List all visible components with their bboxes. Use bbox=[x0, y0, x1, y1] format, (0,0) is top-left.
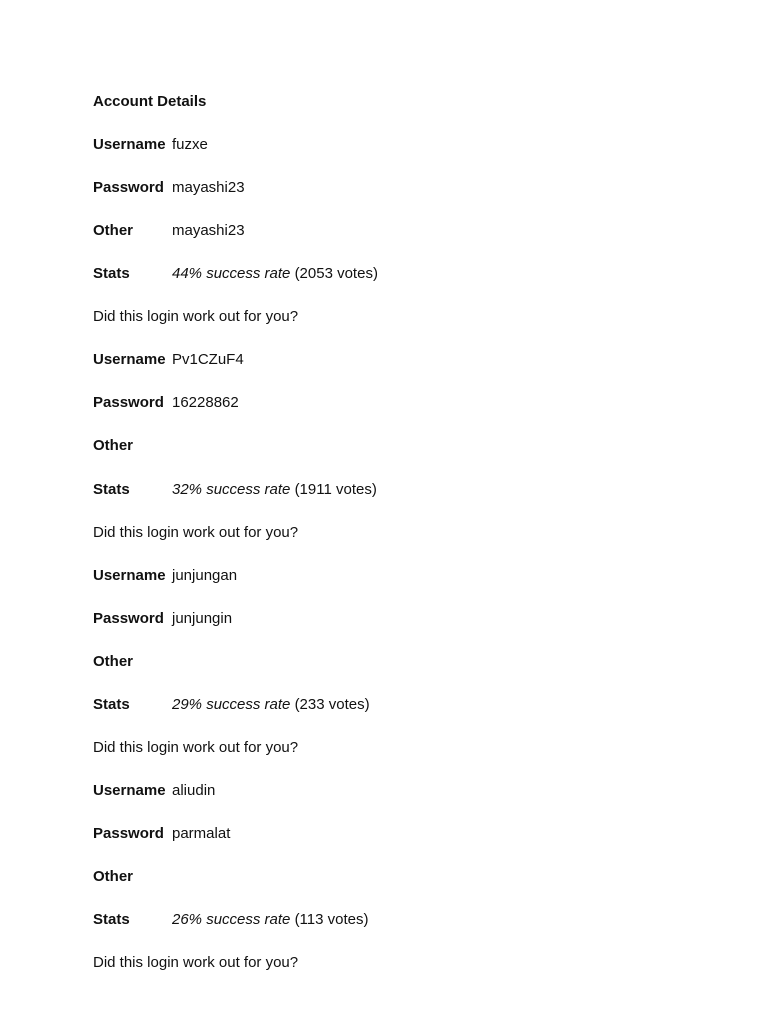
other-row bbox=[93, 652, 693, 695]
username-row bbox=[93, 135, 693, 178]
password-label: Password bbox=[93, 394, 164, 411]
stats-label: Stats bbox=[93, 481, 130, 498]
password-row bbox=[93, 178, 693, 221]
password-label: Password bbox=[93, 179, 164, 196]
success-rate: 44% success rate bbox=[172, 265, 291, 282]
username-row bbox=[93, 566, 693, 609]
password-label: Password bbox=[93, 610, 164, 627]
other-row bbox=[93, 436, 693, 480]
stats-row bbox=[93, 480, 693, 523]
username-label: Username bbox=[93, 782, 166, 799]
username-label: Username bbox=[93, 567, 166, 584]
account-details-document bbox=[93, 92, 693, 996]
success-rate: 29% success rate bbox=[172, 696, 291, 713]
username-value: fuzxe bbox=[172, 136, 208, 153]
vote-count: (233 votes) bbox=[294, 696, 370, 713]
username-value: aliudin bbox=[172, 782, 216, 799]
username-label: Username bbox=[93, 351, 166, 368]
other-label: Other bbox=[93, 222, 134, 239]
stats-value bbox=[172, 264, 378, 307]
page-title: Account Details bbox=[93, 93, 207, 110]
password-row bbox=[93, 609, 693, 652]
password-value: junjungin bbox=[172, 610, 233, 627]
success-rate: 26% success rate bbox=[172, 911, 291, 928]
password-row bbox=[93, 393, 693, 436]
stats-row bbox=[93, 695, 693, 738]
stats-label: Stats bbox=[93, 911, 130, 928]
password-value: 16228862 bbox=[172, 394, 239, 411]
other-row bbox=[93, 867, 693, 910]
feedback-question: Did this login work out for you? bbox=[93, 954, 299, 971]
feedback-question: Did this login work out for you? bbox=[93, 739, 299, 756]
other-value: mayashi23 bbox=[172, 222, 245, 239]
stats-row bbox=[93, 910, 693, 953]
vote-count: (1911 votes) bbox=[294, 481, 377, 498]
stats-label: Stats bbox=[93, 696, 130, 713]
feedback-question: Did this login work out for you? bbox=[93, 308, 299, 325]
feedback-question: Did this login work out for you? bbox=[93, 524, 299, 541]
stats-label: Stats bbox=[93, 265, 130, 282]
password-row bbox=[93, 824, 693, 867]
password-value: parmalat bbox=[172, 825, 231, 842]
password-label: Password bbox=[93, 825, 164, 842]
other-label: Other bbox=[93, 868, 134, 885]
stats-value bbox=[172, 910, 369, 953]
stats-row bbox=[93, 264, 693, 307]
success-rate: 32% success rate bbox=[172, 481, 291, 498]
other-row bbox=[93, 221, 693, 264]
username-row bbox=[93, 781, 693, 824]
vote-count: (113 votes) bbox=[294, 911, 369, 928]
username-value: Pv1CZuF4 bbox=[172, 351, 244, 368]
other-label: Other bbox=[93, 437, 134, 454]
username-row bbox=[93, 350, 693, 393]
vote-count: (2053 votes) bbox=[294, 265, 378, 282]
stats-value bbox=[172, 695, 370, 738]
username-label: Username bbox=[93, 136, 166, 153]
stats-value bbox=[172, 480, 377, 523]
password-value: mayashi23 bbox=[172, 179, 245, 196]
other-label: Other bbox=[93, 653, 134, 670]
username-value: junjungan bbox=[172, 567, 238, 584]
